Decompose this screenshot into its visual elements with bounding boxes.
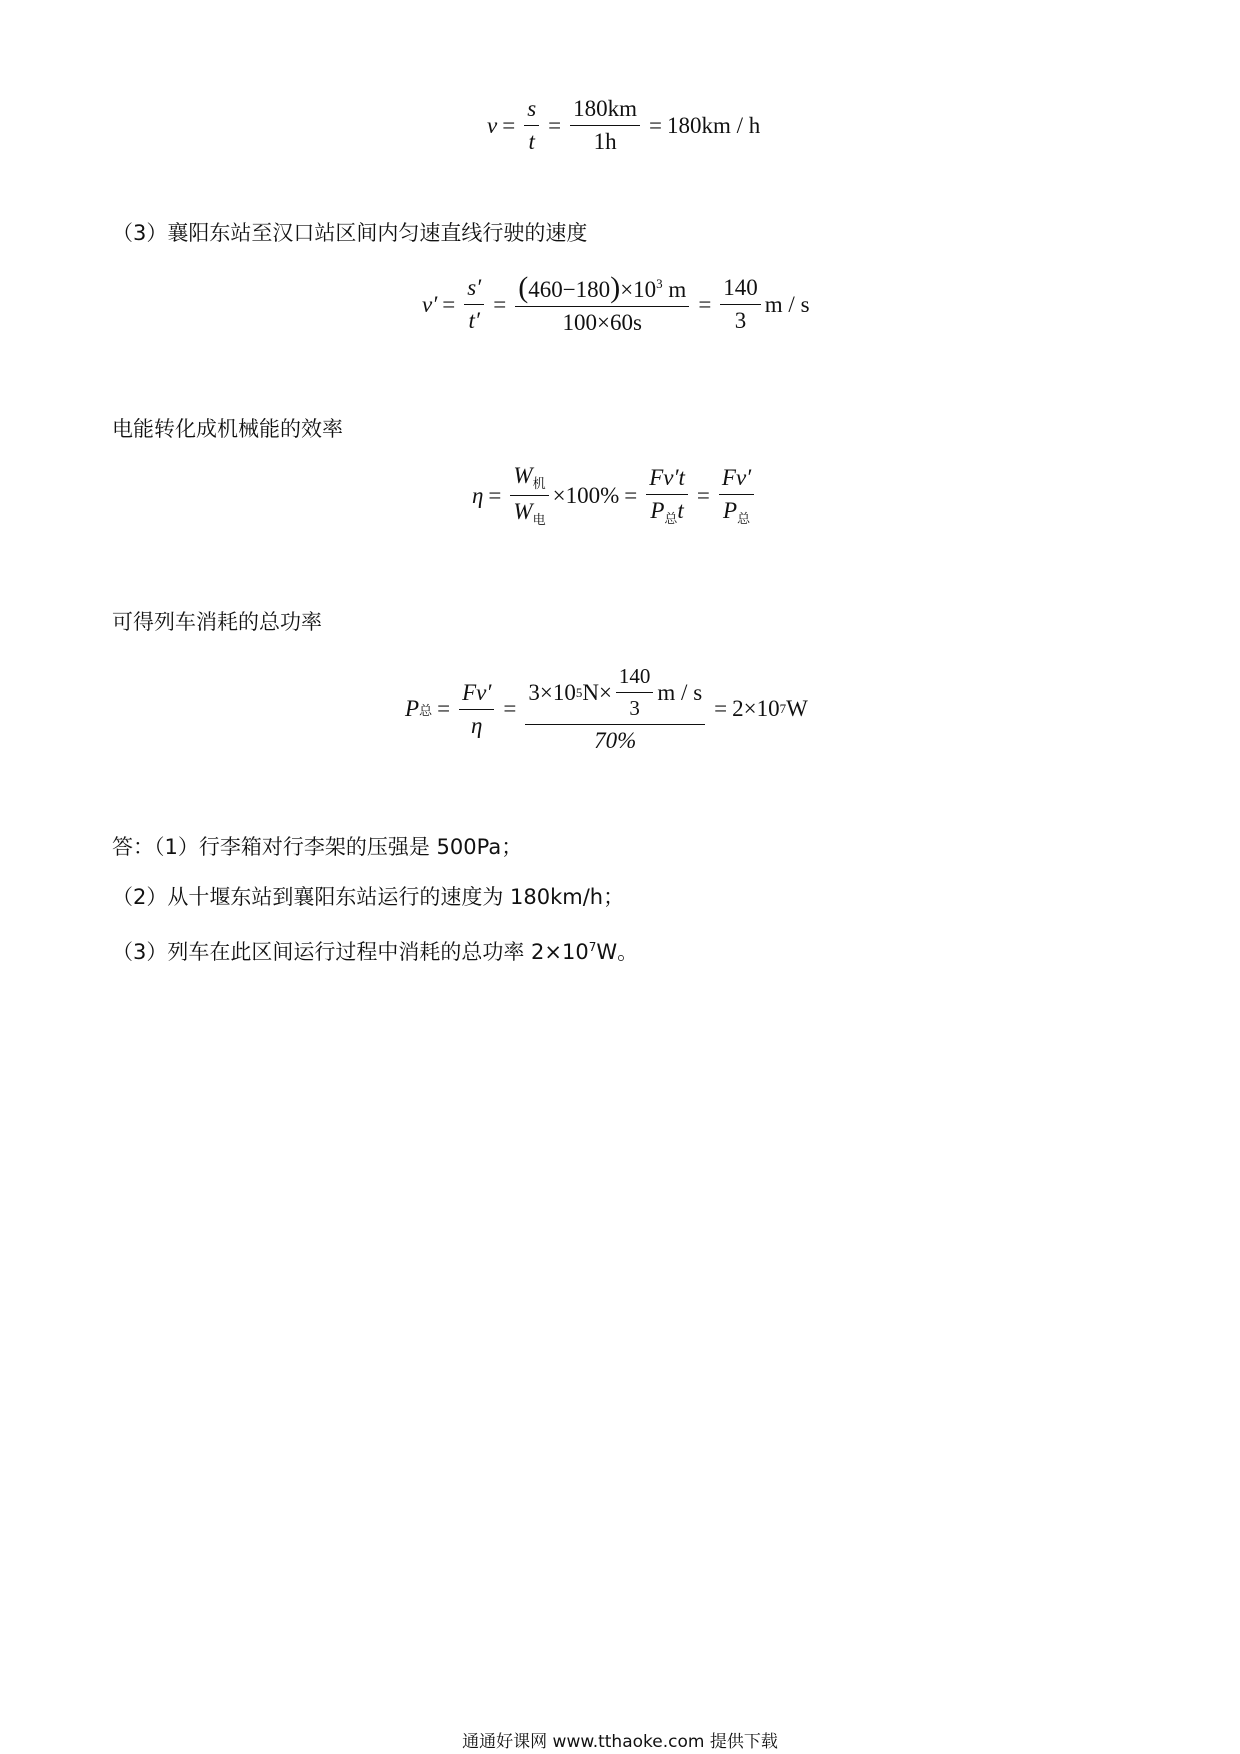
eq2-fraction-1: $\frac{s'}{t'}$	[464, 275, 484, 334]
eq1-result: 180km / h	[667, 112, 761, 138]
answer-line-2: （2）从十堰东站到襄阳东站运行的速度为 180km/h；	[112, 885, 625, 909]
eq1-fraction-1: $\frac{s}{t}$	[524, 96, 539, 155]
eq2-lhs: v′	[422, 291, 438, 317]
eq1-fraction-2: $\frac{180km}{1h}$	[570, 96, 640, 155]
paragraph-total-power: 可得列车消耗的总功率	[112, 610, 322, 634]
eq2-unit: m / s	[764, 291, 810, 317]
answer-line-3: （3）列车在此区间运行过程中消耗的总功率 $2\times 10^7W$。	[112, 940, 639, 964]
eq2-fraction-3: $\frac{140}{3}$	[720, 275, 761, 334]
eq3-lhs: η	[472, 482, 484, 508]
eq1-lhs: v	[487, 112, 498, 138]
eq4-fraction-2: 3×10 5 N× $\frac{140}{3}$ m / s 70%	[525, 664, 705, 754]
equation-total-power: P 总 = $\frac{Fv'}{\eta}$ = 3×10 5 N× $\frac{140}{3}$ m / s 70% = 2×10 7 W	[405, 664, 808, 753]
equation-efficiency: η = $\frac{W_机}{W_电}$ ×100% = $\frac{Fv't}{P_总t}$ = $\frac{Fv'}{P_总}$	[472, 463, 758, 528]
eq3-fraction-1: $\frac{W_机}{W_电}$	[510, 463, 548, 528]
answer-line-1: 答：（1）行李箱对行李架的压强是 500Pa；	[112, 835, 523, 859]
eq3-fraction-2: $\frac{Fv't}{P_总t}$	[646, 465, 688, 527]
paragraph-section-3: （3）襄阳东站至汉口站区间内匀速直线行驶的速度	[112, 221, 588, 245]
equation-velocity-prime: v′ = $\frac{s'}{t'}$ = $\frac{(460-180)\times 10^3 m}{100\times 60s}$ = $\frac{140}{3}$ m / s	[422, 271, 810, 335]
paragraph-efficiency: 电能转化成机械能的效率	[112, 417, 343, 441]
eq4-fraction-1: $\frac{Fv'}{\eta}$	[459, 680, 494, 739]
eq3-fraction-3: $\frac{Fv'}{P_总}$	[719, 465, 754, 527]
footer-source: 通通好课网 www.tthaoke.com 提供下载	[462, 1732, 778, 1752]
eq4-inner-fraction: $\frac{140}{3}$	[616, 664, 654, 721]
equation-velocity: v = $\frac{s}{t}$ = $\frac{180km}{1h}$ = 180km / h	[487, 96, 761, 154]
eq2-fraction-2: $\frac{(460-180)\times 10^3 m}{100\times 60s}$	[515, 273, 689, 336]
